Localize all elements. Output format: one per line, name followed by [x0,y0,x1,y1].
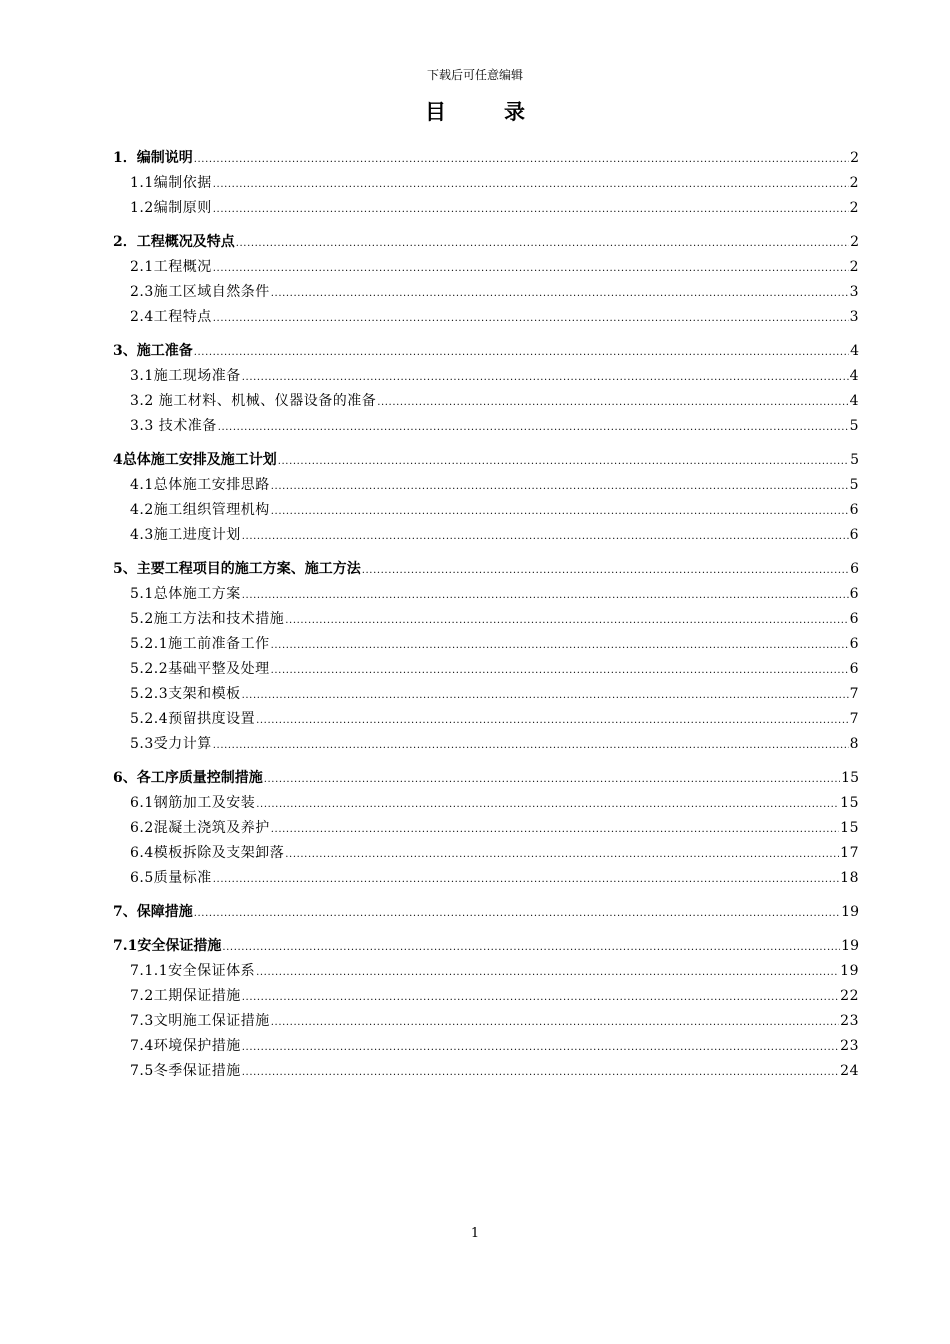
toc-entry[interactable] [113,557,859,582]
toc-dot-leader [285,841,839,867]
toc-entry-label: 5.2施工方法和技术措施 [130,611,285,627]
toc-entry-label: 6.1钢筋加工及安装 [130,795,256,811]
toc-entry-label: 4.2施工组织管理机构 [130,502,270,518]
toc-dot-leader [242,1034,839,1060]
toc-entry-page: 2 [850,234,859,250]
toc-dot-leader [194,900,840,926]
toc-entry-label: 4.1总体施工安排思路 [130,477,270,493]
toc-entry-page: 2 [849,175,859,191]
toc-entry-page: 15 [841,770,859,786]
toc-entry-label: 6.4模板拆除及支架卸落 [130,845,285,861]
toc-dot-leader [271,1009,839,1035]
toc-entry[interactable] [113,607,859,632]
toc-entry-page: 8 [849,736,859,752]
toc-dot-leader [242,1059,839,1085]
toc-entry-label: 7.4环境保护措施 [130,1038,241,1054]
toc-entry-page: 15 [840,795,859,811]
toc-entry[interactable] [113,389,859,414]
toc-entry[interactable] [113,1009,859,1034]
toc-entry-label: 3、施工准备 [113,343,193,359]
toc-entry[interactable] [113,498,859,523]
toc-dot-leader [222,934,840,960]
toc-entry[interactable] [113,1059,859,1084]
toc-dot-leader [213,255,849,281]
toc-entry-label: 4总体施工安排及施工计划 [113,452,277,468]
toc-entry-page: 4 [850,343,859,359]
toc-entry-label: 6.2混凝土浇筑及养护 [130,820,270,836]
toc-entry-label: 2.3施工区域自然条件 [130,284,270,300]
toc-entry-page: 6 [849,527,859,543]
table-of-contents [113,146,859,1084]
page-title [0,96,950,126]
toc-entry-label: 1.2编制原则 [130,200,212,216]
toc-entry-page: 22 [840,988,859,1004]
toc-entry-label: 5.1总体施工方案 [130,586,241,602]
toc-dot-leader [213,196,849,222]
toc-entry[interactable] [113,171,859,196]
toc-entry-page: 24 [840,1063,859,1079]
toc-dot-leader [242,682,849,708]
toc-entry-label: 7.2工期保证措施 [130,988,241,1004]
toc-dot-leader [271,816,839,842]
toc-entry[interactable] [113,473,859,498]
toc-entry-page: 5 [849,418,859,434]
footer-page-number: 1 [470,1226,480,1241]
toc-dot-leader [278,448,849,474]
toc-entry-label: 2．工程概况及特点 [113,234,235,250]
toc-entry[interactable] [113,1034,859,1059]
toc-dot-leader [264,766,840,792]
toc-entry-page: 6 [849,661,859,677]
toc-entry-label: 7.3文明施工保证措施 [130,1013,270,1029]
toc-entry[interactable] [113,841,859,866]
toc-dot-leader [242,984,839,1010]
toc-dot-leader [242,582,849,608]
toc-entry[interactable] [113,900,859,925]
toc-entry[interactable] [113,582,859,607]
toc-dot-leader [285,607,848,633]
toc-dot-leader [194,339,849,365]
toc-entry-label: 5.2.4预留拱度设置 [130,711,256,727]
toc-entry-page: 19 [841,938,859,954]
toc-dot-leader [242,364,849,390]
toc-entry-page: 2 [849,200,859,216]
toc-entry-page: 17 [840,845,859,861]
toc-entry-label: 2.1工程概况 [130,259,212,275]
toc-entry[interactable] [113,866,859,891]
toc-entry-label: 6.5质量标准 [130,870,212,886]
toc-dot-leader [271,280,849,306]
toc-dot-leader [256,707,848,733]
toc-entry-label: 1.1编制依据 [130,175,212,191]
toc-dot-leader [271,632,849,658]
toc-entry-page: 3 [849,309,859,325]
toc-dot-leader [256,959,839,985]
toc-entry[interactable] [113,448,859,473]
toc-entry-page: 6 [849,502,859,518]
title-char-1: 目 [425,99,446,124]
toc-dot-leader [242,523,849,549]
header-note: 下载后可任意编辑 [426,68,523,82]
toc-entry[interactable] [113,196,859,221]
toc-entry-label: 7、保障措施 [113,904,193,920]
toc-entry[interactable] [113,657,859,682]
toc-entry[interactable] [113,816,859,841]
toc-entry[interactable] [113,414,859,439]
toc-entry[interactable] [113,732,859,757]
toc-dot-leader [377,389,848,415]
toc-entry-label: 3.2 施工材料、机械、仪器设备的准备 [130,393,377,409]
toc-entry-page: 23 [840,1013,859,1029]
toc-dot-leader [218,414,849,440]
toc-dot-leader [213,866,839,892]
toc-entry[interactable] [113,934,859,959]
toc-entry-page: 3 [849,284,859,300]
toc-entry-page: 6 [850,561,859,577]
toc-entry[interactable] [113,305,859,330]
toc-entry-page: 19 [841,904,859,920]
toc-entry-page: 18 [840,870,859,886]
toc-entry[interactable] [113,959,859,984]
toc-entry[interactable] [113,523,859,548]
toc-entry-page: 6 [849,586,859,602]
toc-dot-leader [271,657,849,683]
toc-entry-page: 23 [840,1038,859,1054]
toc-entry-label: 4.3施工进度计划 [130,527,241,543]
toc-entry[interactable] [113,707,859,732]
toc-entry-label: 5.2.2基础平整及处理 [130,661,270,677]
toc-entry-label: 5.2.1施工前准备工作 [130,636,270,652]
toc-entry[interactable] [113,339,859,364]
toc-entry-page: 15 [840,820,859,836]
toc-entry[interactable] [113,364,859,389]
toc-entry-label: 5.3受力计算 [130,736,212,752]
toc-dot-leader [256,791,839,817]
toc-entry[interactable] [113,255,859,280]
toc-entry[interactable] [113,766,859,791]
toc-entry-page: 5 [849,477,859,493]
toc-entry[interactable] [113,632,859,657]
toc-entry-label: 7.5冬季保证措施 [130,1063,241,1079]
toc-entry-label: 2.4工程特点 [130,309,212,325]
toc-entry[interactable] [113,984,859,1009]
toc-entry-label: 1．编制说明 [113,150,193,166]
toc-entry-page: 6 [849,611,859,627]
toc-entry-page: 5 [850,452,859,468]
toc-entry[interactable] [113,280,859,305]
toc-dot-leader [271,473,849,499]
toc-entry-label: 3.3 技术准备 [130,418,217,434]
toc-entry-page: 6 [849,636,859,652]
toc-dot-leader [213,171,849,197]
toc-entry[interactable] [113,791,859,816]
toc-dot-leader [194,146,849,172]
toc-dot-leader [213,305,849,331]
toc-entry[interactable] [113,682,859,707]
toc-entry-label: 7.1.1安全保证体系 [130,963,256,979]
toc-entry-page: 2 [850,150,859,166]
toc-dot-leader [213,732,849,758]
toc-entry-label: 5.2.3支架和模板 [130,686,241,702]
toc-entry-page: 7 [849,686,859,702]
toc-entry-page: 2 [849,259,859,275]
toc-entry[interactable] [113,146,859,171]
toc-entry-page: 4 [849,368,859,384]
toc-dot-leader [362,557,849,583]
toc-entry-label: 3.1施工现场准备 [130,368,241,384]
toc-dot-leader [236,230,849,256]
title-char-2: 录 [504,99,525,124]
toc-entry-page: 7 [849,711,859,727]
toc-dot-leader [271,498,849,524]
toc-entry-page: 19 [840,963,859,979]
toc-entry[interactable] [113,230,859,255]
toc-entry-label: 7.1安全保证措施 [113,938,222,954]
toc-entry-label: 5、主要工程项目的施工方案、施工方法 [113,561,361,577]
toc-entry-label: 6、各工序质量控制措施 [113,770,263,786]
toc-entry-page: 4 [849,393,859,409]
